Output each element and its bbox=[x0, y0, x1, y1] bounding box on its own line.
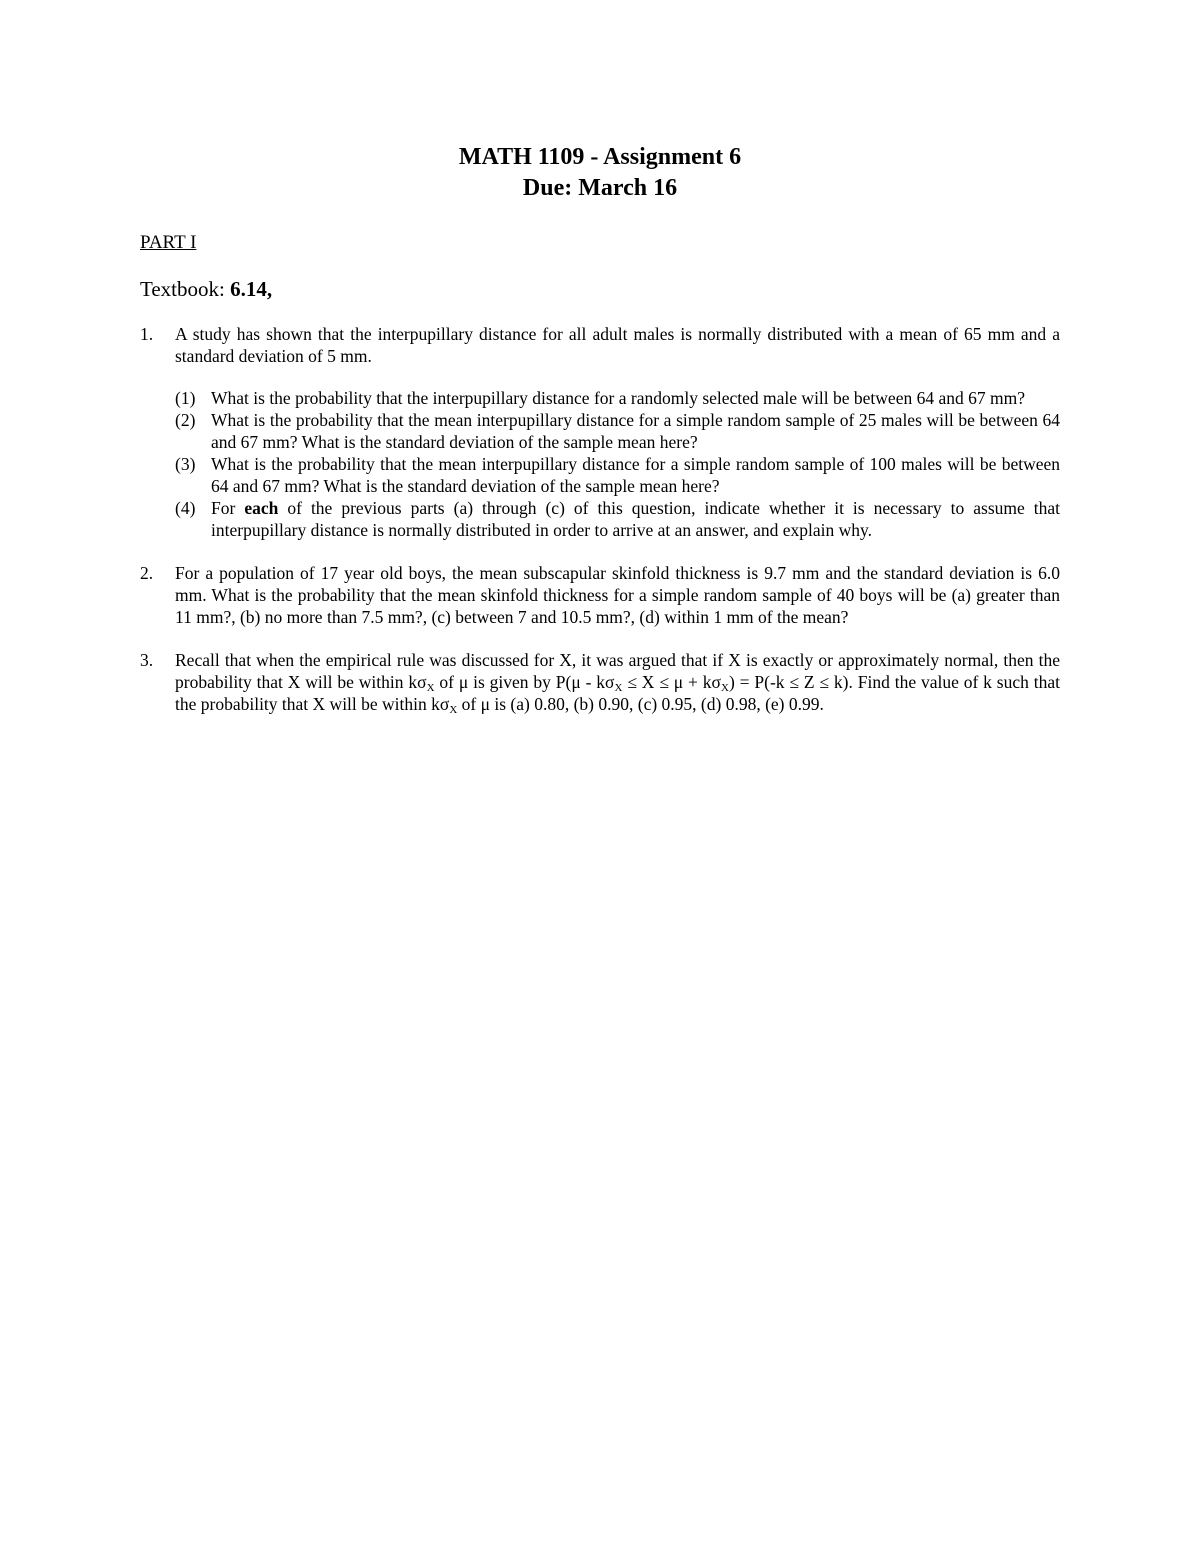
subpart-text: What is the probability that the mean interpupillary distance for a simple random sample of 100 males will be between 64 and 67 mm? What is the standard deviation of the sample mean here? bbox=[211, 454, 1060, 496]
subpart-text bbox=[211, 497, 1060, 541]
question-text bbox=[175, 649, 1060, 715]
subpart-text: What is the probability that the mean interpupillary distance for a simple random sample of 25 males will be between 64 and 67 mm? What is the standard deviation of the sample mean here? bbox=[211, 410, 1060, 452]
subscript: X bbox=[426, 682, 435, 694]
subpart-text: What is the probability that the interpupillary distance for a randomly selected male will be between 64 and 67 mm? bbox=[211, 388, 1025, 408]
subpart-text-after: of the previous parts (a) through (c) of this question, indicate whether it is necessary to assume that interpupillary distance is normally distributed in order to arrive at an answer, and explain why. bbox=[211, 498, 1061, 540]
text-segment: ) = P(-k ≤ Z ≤ k). Find the value of k such that the probability that X will be within kσ bbox=[175, 672, 1060, 714]
subpart-number: (1) bbox=[175, 388, 196, 408]
subpart-3 bbox=[175, 453, 1060, 497]
assignment-title: MATH 1109 - Assignment 6 bbox=[458, 144, 742, 170]
subpart-4 bbox=[175, 497, 1060, 541]
question-3 bbox=[140, 649, 1060, 715]
due-date: Due: March 16 bbox=[522, 175, 678, 201]
text-segment: of μ is given by P(μ - kσ bbox=[434, 672, 615, 692]
question-list bbox=[140, 323, 1060, 736]
subpart-number: (4) bbox=[175, 498, 196, 518]
text-segment: of μ is (a) 0.80, (b) 0.90, (c) 0.95, (d) 0.98, (e) 0.99. bbox=[457, 694, 824, 714]
question-1 bbox=[140, 323, 1060, 541]
subpart-number: (2) bbox=[175, 410, 196, 430]
question-text: For a population of 17 year old boys, the mean subscapular skinfold thickness is 9.7 mm and the standard deviation is 6.0 mm. What is the probability that the mean skinfold thickness for a simple random sample of 40 boys will be (a) greater than 11 mm?, (b) no more than 7.5 mm?, (c) between 7 and 10.5 mm?, (d) within 1 mm of the mean? bbox=[175, 563, 1060, 627]
subscript: X bbox=[614, 682, 623, 694]
textbook-line bbox=[140, 277, 272, 302]
subpart-1 bbox=[175, 387, 1060, 409]
question-body bbox=[175, 323, 1060, 541]
question-number: 1. bbox=[140, 324, 154, 344]
subscript: X bbox=[449, 704, 458, 716]
question-text: A study has shown that the interpupillary distance for all adult males is normally distributed with a mean of 65 mm and a standard deviation of 5 mm. bbox=[175, 324, 1060, 366]
question-2 bbox=[140, 562, 1060, 628]
subscript: X bbox=[720, 682, 729, 694]
textbook-value: 6.14, bbox=[230, 277, 273, 301]
question-number: 3. bbox=[140, 650, 154, 670]
subpart-list bbox=[175, 387, 1060, 541]
text-segment: ≤ X ≤ μ + kσ bbox=[622, 672, 721, 692]
subpart-text-bold: each bbox=[244, 498, 279, 518]
textbook-label: Textbook: bbox=[140, 277, 231, 301]
part-heading: PART I bbox=[140, 232, 197, 253]
subpart-number: (3) bbox=[175, 454, 196, 474]
title-block bbox=[0, 142, 1200, 204]
text-segment: Recall that when the empirical rule was discussed for X, it was argued that if X is exactly or approximately normal, then the probability that X will be within kσ bbox=[175, 650, 1060, 692]
subpart-2 bbox=[175, 409, 1060, 453]
subpart-text-before: For bbox=[211, 498, 245, 518]
question-number: 2. bbox=[140, 563, 154, 583]
